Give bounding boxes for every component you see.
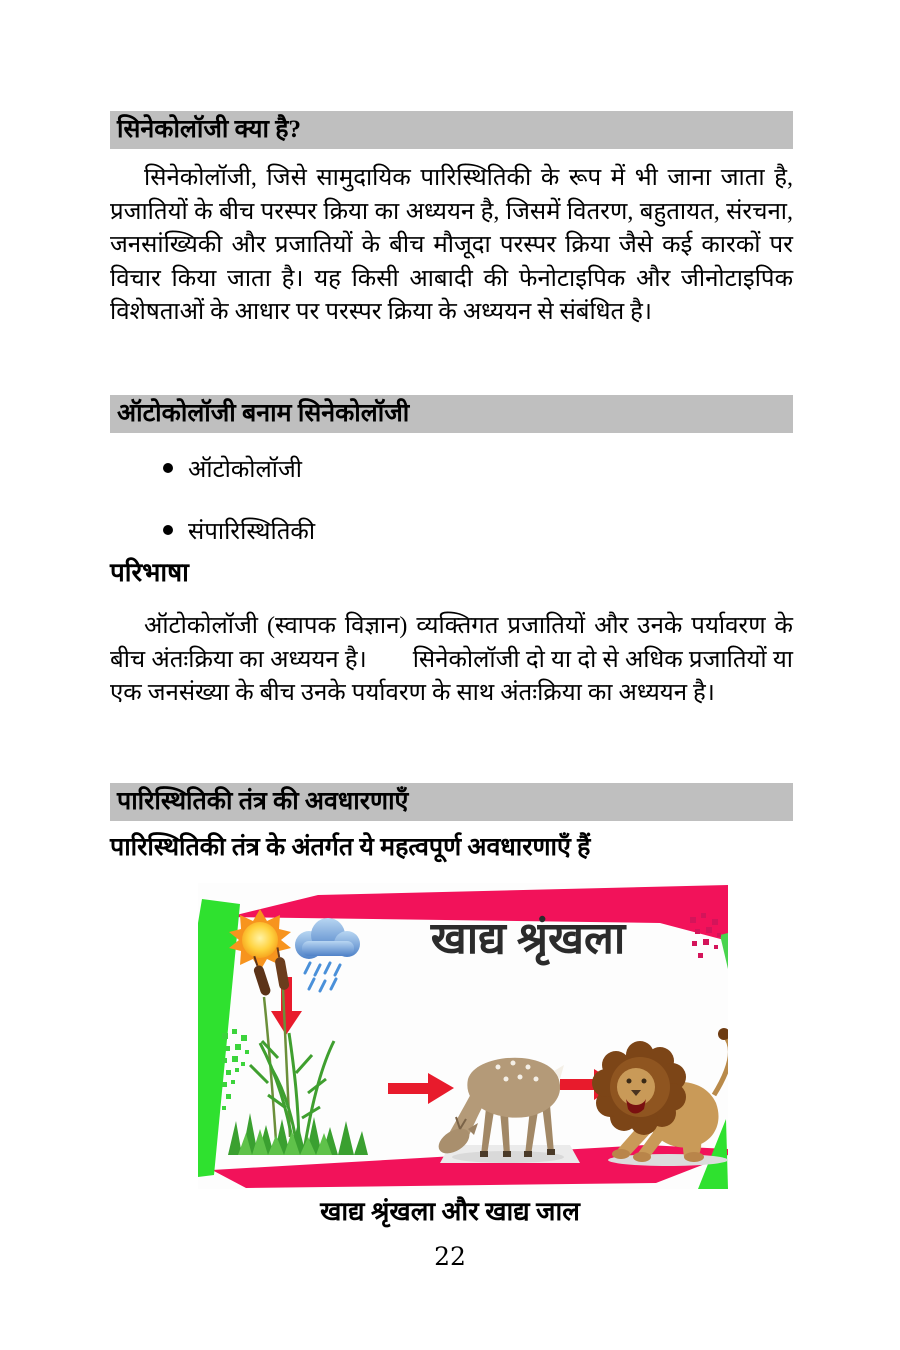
bullet-label: ऑटोकोलॉजी (188, 456, 303, 483)
definition-part-synecology: सिनेकोलॉजी दो या दो से अधिक प्रजातियों या एक जनसंख्या के बीच उनके पर्यावरण के साथ अंतःक्रिया का अध्ययन है। (110, 646, 793, 706)
paragraph-definition (110, 610, 793, 711)
bullet-dot-icon (163, 463, 173, 473)
ecosystem-intro-line: पारिस्थितिकी तंत्र के अंतर्गत ये महत्वपूर्ण अवधारणाएँ हैं (110, 834, 591, 861)
page-number: 22 (434, 1242, 466, 1271)
section-heading-synecology: सिनेकोलॉजी क्या है? (110, 111, 793, 149)
figure-title: खाद्य श्रृंखला (430, 914, 626, 963)
paragraph-synecology: सिनेकोलॉजी, जिसे सामुदायिक पारिस्थितिकी के रूप में भी जाना जाता है, प्रजातियों के बीच परस्पर क्रिया का अध्ययन है, जिसमें वितरण, बहुतायत, संरचना, जनसांख्यिकी और प्रजातियों के बीच मौजूदा परस्पर क्रिया जैसे कई कारकों पर विचार किया जाता है। यह किसी आबादी की फेनोटाइपिक और जीनोटाइपिक विशेषताओं के आधार पर परस्पर क्रिया के अध्ययन से संबंधित है। (110, 165, 793, 325)
bullet-item-synecology (110, 514, 793, 546)
section-heading-autecology-vs-synecology: ऑटोकोलॉजी बनाम सिनेकोलॉजी (110, 395, 793, 433)
bullet-dot-icon (163, 525, 173, 535)
food-chain-illustration (198, 883, 728, 1189)
figure-caption: खाद्य श्रृंखला और खाद्य जाल (320, 1197, 580, 1226)
section-heading-definition: परिभाषा (110, 558, 189, 587)
section-heading-ecosystem-concepts: पारिस्थितिकी तंत्र की अवधारणाएँ (110, 783, 793, 821)
bullet-label: संपारिस्थितिकी (188, 518, 316, 545)
bullet-item-autecology (110, 452, 793, 484)
figure-food-chain (198, 883, 728, 1189)
definition-part-autecology: ऑटोकोलॉजी (स्वापक विज्ञान) व्यक्तिगत प्रजातियों और उनके पर्यावरण के बीच अंतःक्रिया का अध्ययन है। (110, 613, 793, 673)
